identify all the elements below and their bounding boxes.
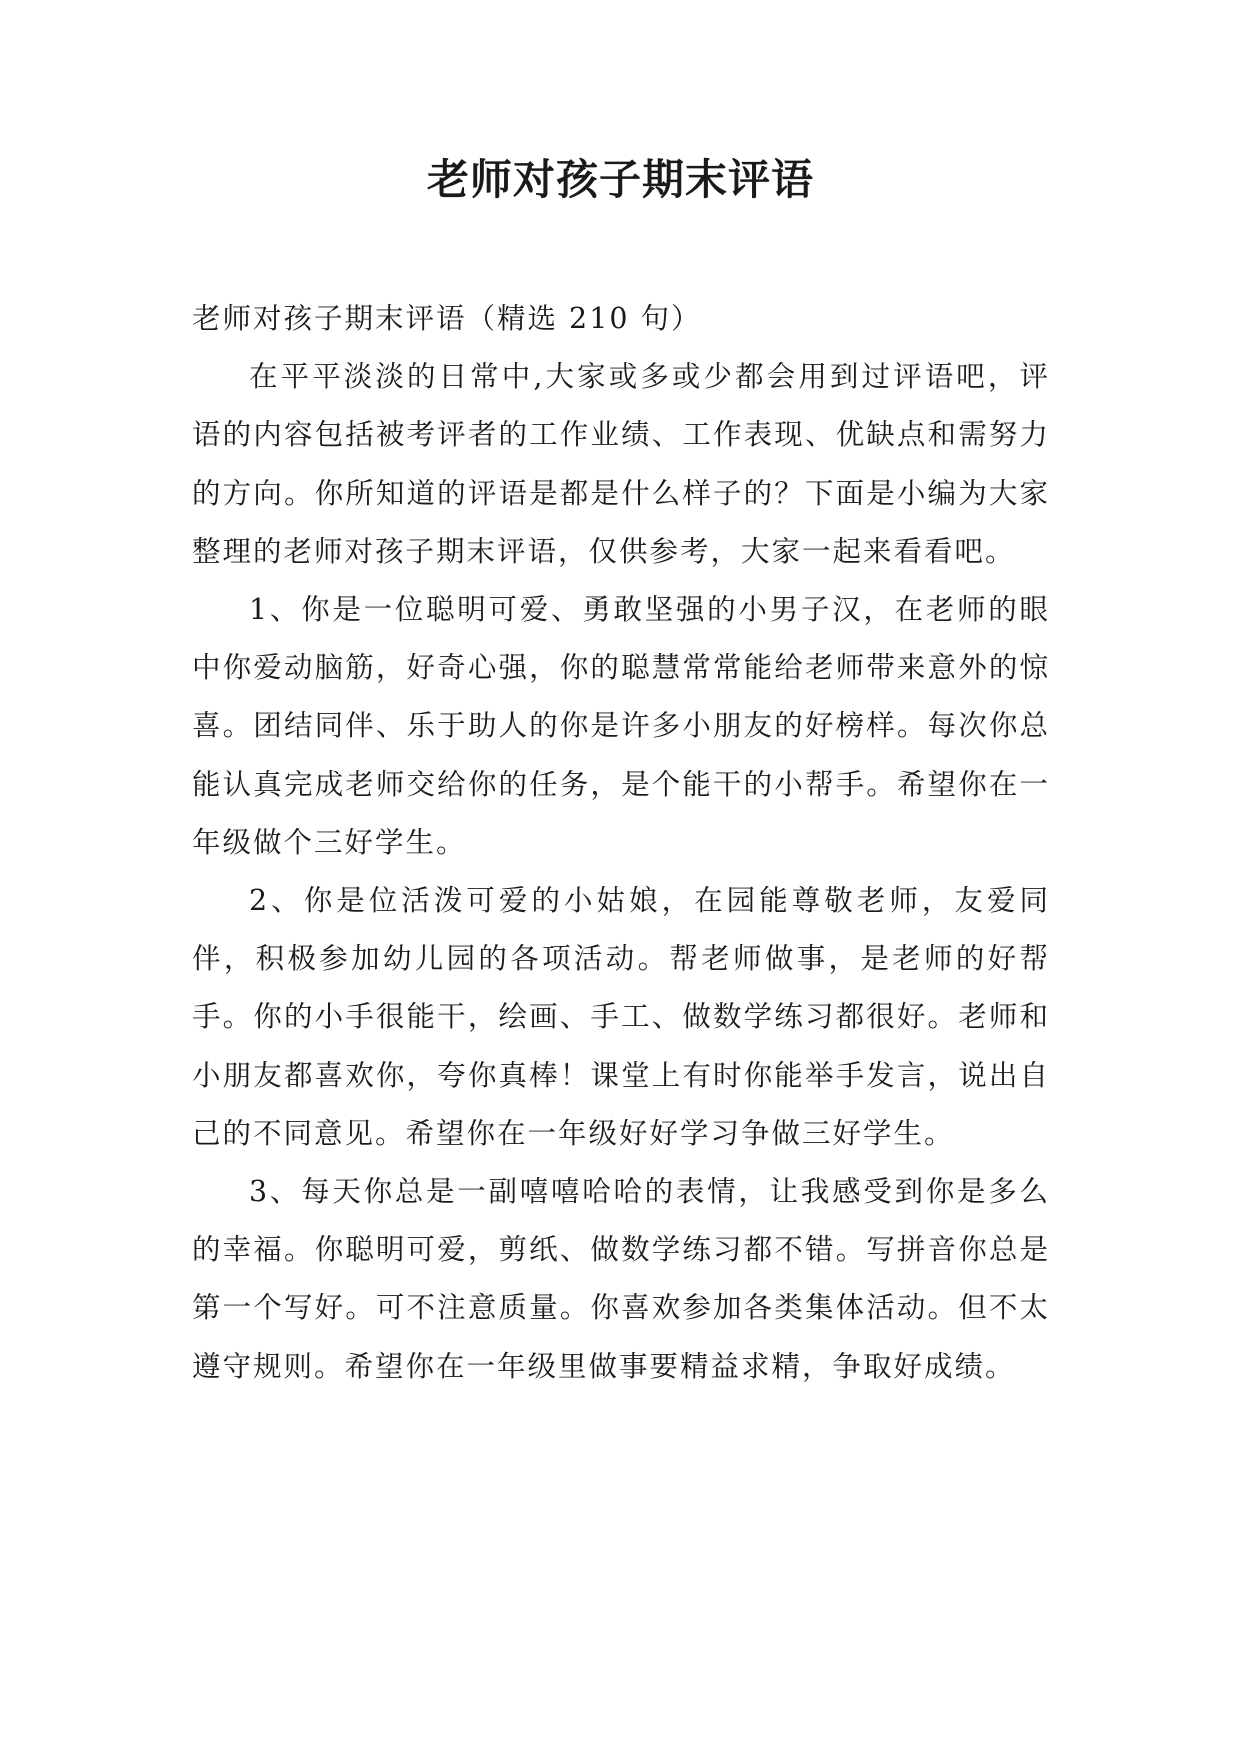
intro-paragraph: 在平平淡淡的日常中,大家或多或少都会用到过评语吧，评语的内容包括被考评者的工作业绩、工作表现、优缺点和需努力的方向。你所知道的评语是都是什么样子的？下面是小编为大家整理的老师对孩子期末评语，仅供参考，大家一起来看看吧。 bbox=[192, 360, 1050, 568]
document-body bbox=[192, 290, 1050, 1396]
comment-paragraph-1: 1、你是一位聪明可爱、勇敢坚强的小男子汉，在老师的眼中你爱动脑筋，好奇心强，你的聪慧常常能给老师带来意外的惊喜。团结同伴、乐于助人的你是许多小朋友的好榜样。每次你总能认真完成老师交给你的任务，是个能干的小帮手。希望你在一年级做个三好学生。 bbox=[192, 593, 1050, 859]
comment-paragraph-2: 2、你是位活泼可爱的小姑娘，在园能尊敬老师，友爱同伴，积极参加幼儿园的各项活动。帮老师做事，是老师的好帮手。你的小手很能干，绘画、手工、做数学练习都很好。老师和小朋友都喜欢你，夸你真棒！课堂上有时你能举手发言，说出自己的不同意见。希望你在一年级好好学习争做三好学生。 bbox=[192, 884, 1050, 1150]
comment-paragraph-3: 3、每天你总是一副嘻嘻哈哈的表情，让我感受到你是多么的幸福。你聪明可爱，剪纸、做数学练习都不错。写拼音你总是第一个写好。可不注意质量。你喜欢参加各类集体活动。但不太遵守规则。希望你在一年级里做事要精益求精，争取好成绩。 bbox=[192, 1175, 1050, 1383]
document-title: 老师对孩子期末评语 bbox=[426, 155, 814, 204]
document-subtitle: 老师对孩子期末评语（精选 210 句） bbox=[192, 302, 702, 335]
